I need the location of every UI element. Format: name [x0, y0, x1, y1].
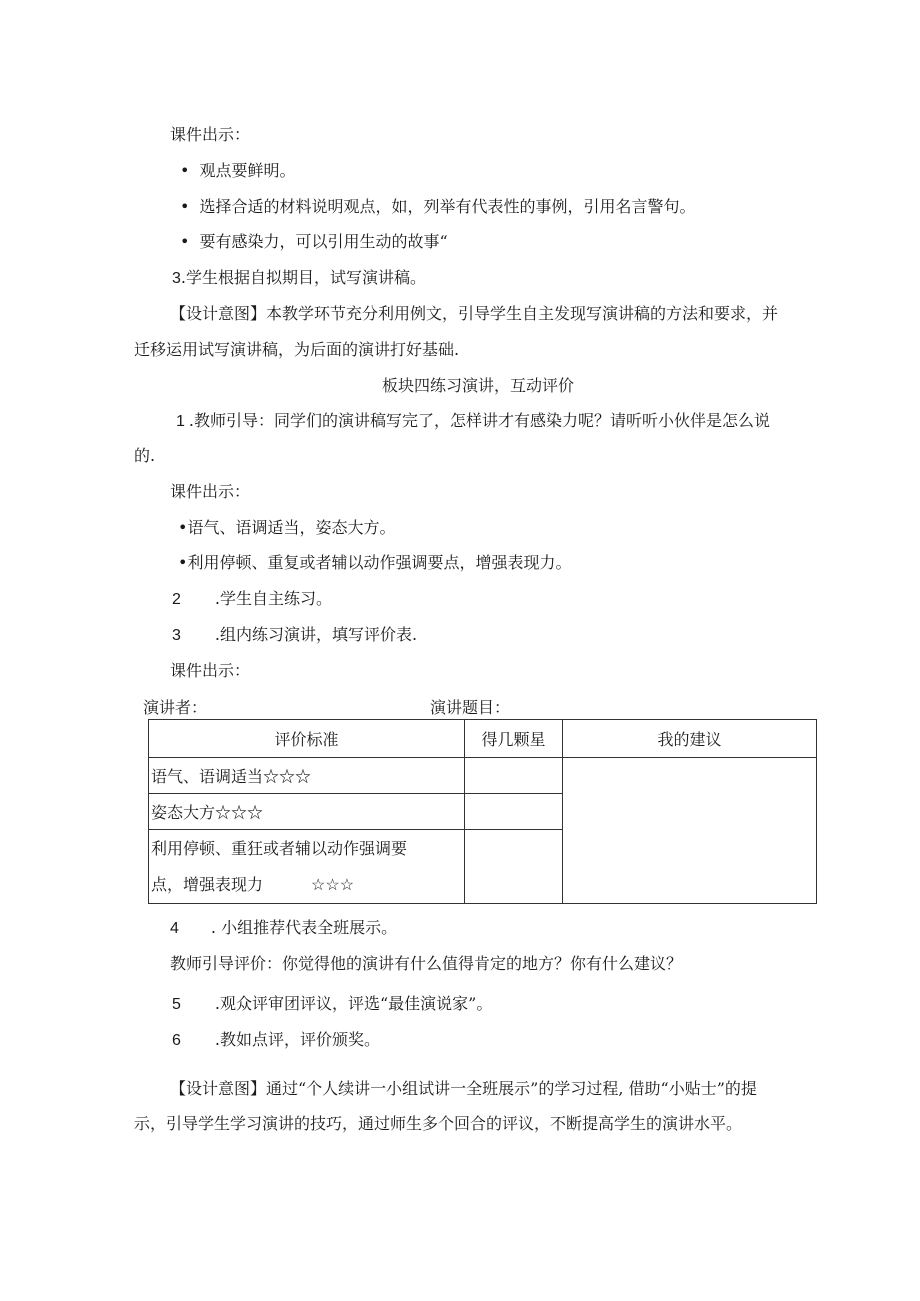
table-row — [149, 758, 817, 794]
bullet-item: • 选择合适的材料说明观点，如，列举有代表性的事例，引用名言警句。 — [180, 197, 695, 217]
step-number: 5 — [172, 996, 181, 1013]
column-header: 评价标准 — [149, 720, 465, 758]
step-6 — [172, 1030, 380, 1051]
bullet-item: • 要有感染力，可以引用生动的故事“ — [180, 232, 448, 252]
step-text: .教如点评，评价颁奖。 — [214, 1030, 380, 1049]
section-heading: 板块四练习演讲，互动评价 — [382, 376, 575, 395]
step-3 — [172, 625, 417, 646]
column-header: 得几颗星 — [465, 720, 563, 758]
bullet-item: • 观点要鲜明。 — [180, 161, 295, 181]
criteria-cell: 姿态大方☆☆☆ — [149, 794, 465, 830]
criteria-line: 利用停顿、重狂或者辅以动作强调要 — [151, 838, 408, 858]
step-4 — [170, 918, 397, 939]
courseware-label: 课件出示： — [170, 482, 251, 501]
step-number: 1 — [176, 413, 185, 430]
design-intent-line: 【设计意图】通过“个人续讲一小组试讲一全班展示”的学习过程, 借助“小贴士”的提 — [170, 1079, 757, 1098]
bullet-item: •语气、语调适当，姿态大方。 — [178, 518, 396, 537]
stars-cell — [465, 794, 563, 830]
stars: ☆☆☆ — [311, 874, 355, 894]
evaluation-table — [148, 719, 817, 904]
courseware-label: 课件出示： — [170, 125, 251, 144]
step-text: .教师引导：同学们的演讲稿写完了，怎样讲才有感染力呢？请听听小伙伴是怎么说 — [188, 411, 770, 430]
step-2 — [172, 589, 332, 610]
step-5 — [172, 994, 492, 1015]
step-number: 3 — [172, 270, 181, 287]
step-text: .组内练习演讲，填写评价表. — [214, 625, 418, 644]
suggestion-cell — [563, 758, 817, 904]
table-header-row — [149, 720, 817, 758]
step-text: . 小组推荐代表全班展示。 — [210, 918, 398, 937]
step-1 — [176, 411, 770, 432]
courseware-label: 课件出示： — [170, 661, 251, 680]
step-text: .学生自主练习。 — [214, 589, 332, 608]
speaker-label: 演讲者： — [143, 698, 208, 717]
stars-cell — [465, 830, 563, 904]
stars-cell — [465, 758, 563, 794]
bullet-item: •利用停顿、重复或者辅以动作强调要点，增强表现力。 — [178, 553, 572, 572]
step-number: 6 — [172, 1032, 181, 1049]
step-3 — [172, 268, 426, 289]
design-intent-line: 【设计意图】本教学环节充分利用例文，引导学生自主发现写演讲稿的方法和要求，并 — [170, 304, 779, 323]
step-text: .观众评审团评议，评选“最佳演说家”。 — [214, 994, 493, 1013]
step-number: 2 — [172, 591, 181, 608]
step-number: 3 — [172, 627, 181, 644]
criteria-cell: 语气、语调适当☆☆☆ — [149, 758, 465, 794]
criteria-line: 点，增强表现力 ☆☆☆ — [151, 874, 355, 894]
design-intent-line: 迁移运用试写演讲稿，为后面的演讲打好基础. — [134, 340, 460, 359]
teacher-evaluation: 教师引导评价：你觉得他的演讲有什么值得肯定的地方？你有什么建议？ — [170, 954, 683, 973]
column-header: 我的建议 — [563, 720, 817, 758]
topic-label: 演讲题目： — [430, 698, 511, 717]
criteria-cell — [149, 830, 465, 904]
design-intent-line: 示，引导学生学习演讲的技巧，通过师生多个回合的评议，不断提高学生的演讲水平。 — [134, 1114, 743, 1133]
step-number: 4 — [170, 920, 179, 937]
step-text: .学生根据自拟期目，试写演讲稿。 — [180, 268, 426, 287]
step-1-continued: 的. — [134, 446, 156, 465]
